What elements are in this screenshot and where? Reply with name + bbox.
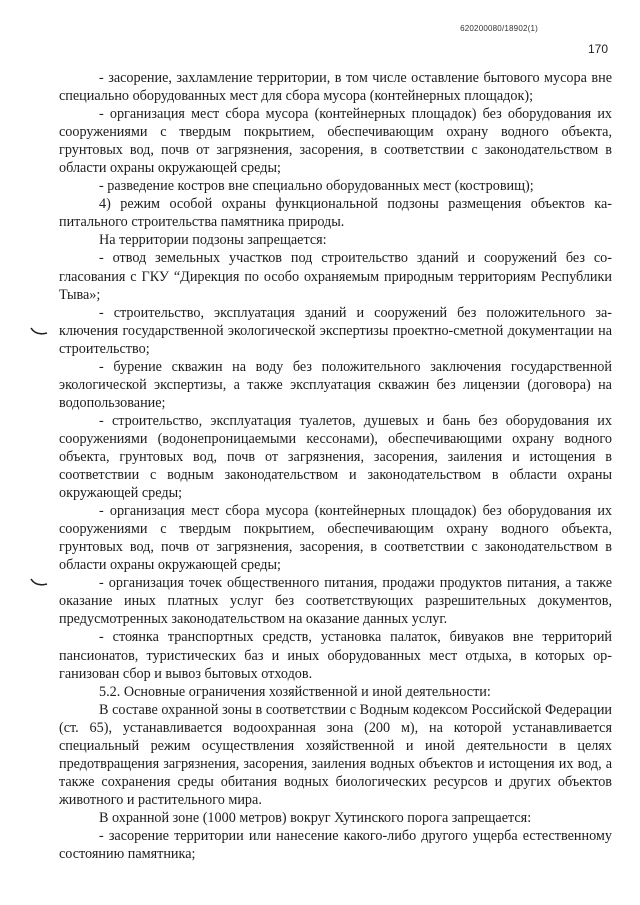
paragraph: - стоянка транспортных средств, установка палаток, бивуаков вне территорий пансионатов, туристических баз и иных оборудованных мест отдыха, в которых организован сбор и вывоз бытовых отходов.: [59, 629, 612, 682]
paragraph: В охранной зоне (1000 метров) вокруг Хутинского порога запрещается:: [99, 809, 532, 826]
paragraph: - организация точек общественного питания, продажи продуктов питания, а также оказание иных платных услуг без соответствующих разрешительных документов, предусмотренных законодательством на оказание данных услуг.: [59, 575, 612, 628]
paragraph: На территории подзоны запрещается:: [99, 232, 327, 249]
paragraph: В составе охранной зоны в соответствии с Водным кодексом Российской Федерации (ст. 65), устанавливается водоохранная зона (200 м), на которой устанавливается специальный режим осуществления хозяйственной и иной деятельности в целях предотвращения загрязнения, засорения, заиления водных объектов и истощения их вод, а также сохранения среды обитания водных биологических ресурсов и других объектов животного и растительного мира.: [59, 701, 612, 808]
paragraph: - отвод земельных участков под строительство зданий и сооружений без согласования с ГКУ “Дирекция по особо охраняемым природным территориям Республики Тыва»;: [59, 250, 612, 303]
section-heading: 5.2. Основные ограничения хозяйственной и иной деятельности:: [99, 683, 491, 700]
paragraph: - бурение скважин на воду без положительного заключения государственной экологической экспертизы, а также эксплуатация скважин без лицензии (договора) на водопользование;: [59, 358, 612, 411]
page-number: 170: [587, 42, 608, 56]
paragraph: - организация мест сбора мусора (контейнерных площадок) без оборудования их сооружениями с твердым покрытием, обеспечивающим охрану водного объекта, грунтовых вод, почв от загрязнения, засорения, в соответствии с законодательством в области охраны окружающей среды;: [59, 106, 612, 177]
paragraph: - организация мест сбора мусора (контейнерных площадок) без оборудования их сооружениями с твердым покрытием, обеспечивающим охрану водного объекта, грунтовых вод, почв от загрязнения, засорения, в соответствии с законодательством в области охраны окружающей среды;: [59, 503, 612, 574]
paragraph: - разведение костров вне специально оборудованных мест (костровищ);: [99, 178, 534, 195]
margin-mark: [30, 578, 48, 588]
paragraph: - засорение, захламление территории, в том числе оставление бытового мусора вне специально оборудованных мест для сбора мусора (контейнерных площадок);: [59, 70, 612, 105]
paragraph: - строительство, эксплуатация туалетов, душевых и бань без оборудования их сооружениями (водонепроницаемыми кессонами), обеспечивающими охрану водного объекта, грунтовых вод, почв от загрязнения, засорения, заиления и истощения в соответствии с водным законодательством и законодательством в области охраны окружающей среды;: [59, 412, 612, 502]
paragraph: - засорение территории или нанесение какого-либо другого ущерба естественному состоянию памятника;: [59, 827, 612, 863]
paragraph: 4) режим особой охраны функциональной подзоны размещения объектов капитального строительства памятника природы.: [59, 196, 612, 231]
document-body: [59, 69, 612, 863]
paragraph: - строительство, эксплуатация зданий и сооружений без положительного заключения государственной экологической экспертизы проектно-сметной документации на строительство;: [59, 304, 612, 357]
document-id: 620200080/18902(1): [460, 24, 538, 33]
margin-mark: [30, 327, 48, 337]
